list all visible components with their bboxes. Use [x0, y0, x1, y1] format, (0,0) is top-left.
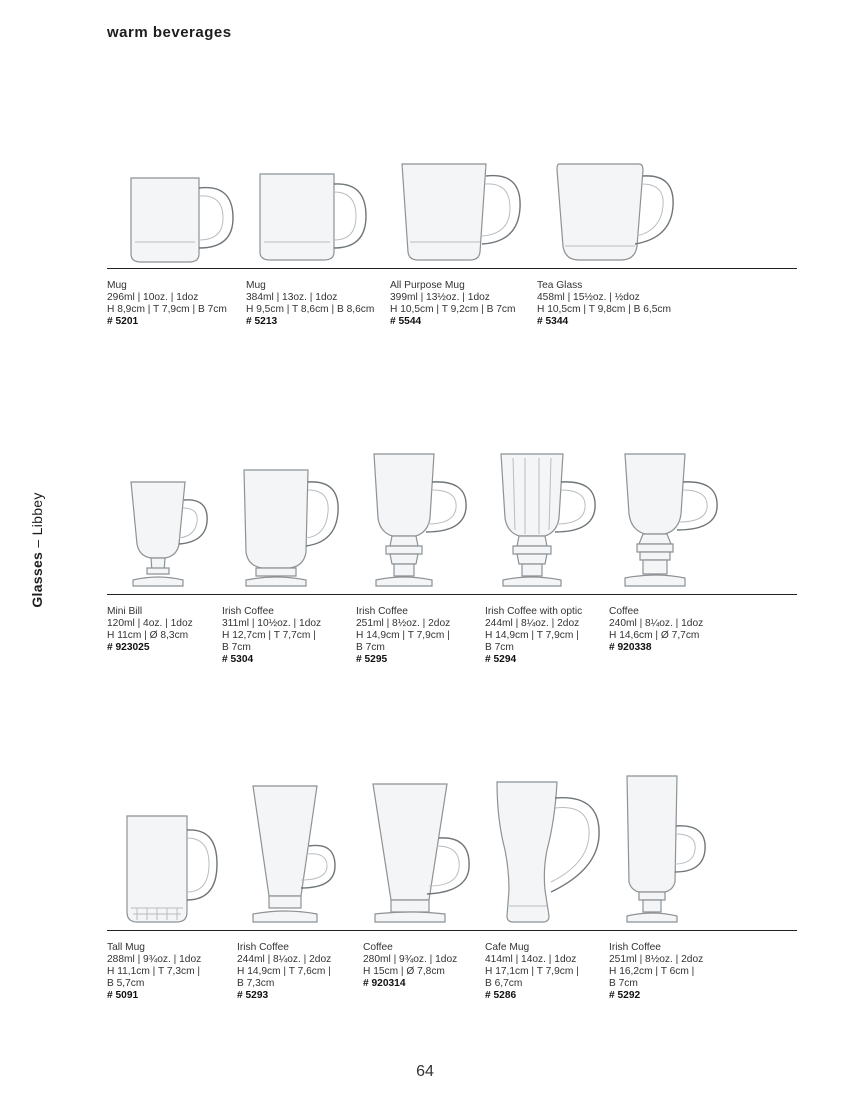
- product-name: Mug: [246, 280, 266, 291]
- product-dimensions: H 11,1cm | T 7,3cm |: [107, 966, 201, 977]
- side-label-strong: Glasses: [29, 551, 45, 608]
- product-name: Irish Coffee with optic: [485, 606, 583, 617]
- product-dimensions: H 14,9cm | T 7,6cm |: [237, 966, 331, 977]
- product-code: # 5091: [107, 990, 139, 1001]
- conical-glass-icon: [251, 784, 351, 926]
- product-code: # 923025: [107, 642, 150, 653]
- product-code: # 5304: [222, 654, 254, 665]
- product-name: Cafe Mug: [485, 942, 530, 953]
- product-name: Irish Coffee: [609, 942, 661, 953]
- footed-mug-icon: [129, 480, 209, 588]
- cafe-mug-icon: [495, 780, 605, 926]
- product-code: # 5213: [246, 316, 278, 327]
- tall-footed-glass-icon: [625, 774, 717, 926]
- product-dimensions-cont: B 7cm: [222, 642, 251, 653]
- product-dimensions: H 9,5cm | T 8,6cm | B 8,6cm: [246, 304, 375, 315]
- product-row-2: [107, 450, 797, 675]
- product-spec: 244ml | 8¼oz. | 2doz: [485, 618, 580, 629]
- product-name: Irish Coffee: [356, 606, 408, 617]
- product-code: # 5201: [107, 316, 139, 327]
- product-dimensions-cont: B 6,7cm: [485, 978, 523, 989]
- product-name: Tea Glass: [537, 280, 583, 291]
- product-dimensions: H 14,9cm | T 7,9cm |: [356, 630, 450, 641]
- product-code: # 920314: [363, 978, 406, 989]
- product-spec: 251ml | 8½oz. | 2doz: [356, 618, 451, 629]
- product-dimensions-cont: B 5,7cm: [107, 978, 145, 989]
- product-dimensions: H 12,7cm | T 7,7cm |: [222, 630, 316, 641]
- product-dimensions-cont: B 7cm: [485, 642, 514, 653]
- product-dimensions-cont: B 7,3cm: [237, 978, 275, 989]
- tea-glass-icon: [555, 162, 679, 262]
- product-code: # 5286: [485, 990, 517, 1001]
- mug-icon: [129, 176, 239, 266]
- irish-coffee-glass-icon: [623, 452, 723, 590]
- product-name: Coffee: [363, 942, 393, 953]
- product-spec: 296ml | 10oz. | 1doz: [107, 292, 199, 303]
- product-code: # 920338: [609, 642, 652, 653]
- product-dimensions-cont: B 7cm: [609, 978, 638, 989]
- product-dimensions-cont: B 7cm: [356, 642, 385, 653]
- product-dimensions: H 14,9cm | T 7,9cm |: [485, 630, 579, 641]
- row-divider: [107, 594, 797, 595]
- product-dimensions: H 11cm | Ø 8,3cm: [107, 630, 189, 641]
- product-dimensions: H 17,1cm | T 7,9cm |: [485, 966, 579, 977]
- product-name: Irish Coffee: [222, 606, 274, 617]
- product-name: Mug: [107, 280, 127, 291]
- tapered-mug-icon: [400, 162, 520, 262]
- product-spec: 384ml | 13oz. | 1doz: [246, 292, 338, 303]
- product-spec: 399ml | 13½oz. | 1doz: [390, 292, 490, 303]
- product-name: Irish Coffee: [237, 942, 289, 953]
- product-spec: 288ml | 9¾oz. | 1doz: [107, 954, 202, 965]
- row-divider: [107, 268, 797, 269]
- footed-mug-icon: [242, 468, 342, 590]
- product-code: # 5344: [537, 316, 569, 327]
- tall-mug-icon: [123, 814, 223, 926]
- product-dimensions: H 8,9cm | T 7,9cm | B 7cm: [107, 304, 227, 315]
- product-spec: 244ml | 8¼oz. | 2doz: [237, 954, 332, 965]
- product-code: # 5292: [609, 990, 641, 1001]
- product-name: All Purpose Mug: [390, 280, 465, 291]
- mug-icon: [258, 172, 370, 262]
- product-dimensions: H 10,5cm | T 9,8cm | B 6,5cm: [537, 304, 672, 315]
- product-spec: 251ml | 8½oz. | 2doz: [609, 954, 704, 965]
- product-row-3: [107, 770, 797, 1020]
- product-dimensions: H 16,2cm | T 6cm |: [609, 966, 695, 977]
- product-code: # 5544: [390, 316, 422, 327]
- irish-coffee-glass-icon: [499, 452, 599, 590]
- product-spec: 458ml | 15½oz. | ½doz: [537, 292, 640, 303]
- product-code: # 5294: [485, 654, 517, 665]
- page-title: warm beverages: [107, 24, 232, 41]
- product-spec: 240ml | 8¼oz. | 1doz: [609, 618, 704, 629]
- product-spec: 414ml | 14oz. | 1doz: [485, 954, 577, 965]
- product-row-1: [107, 150, 797, 335]
- product-dimensions: H 10,5cm | T 9,2cm | B 7cm: [390, 304, 516, 315]
- product-spec: 280ml | 9¾oz. | 1doz: [363, 954, 458, 965]
- product-dimensions: H 14,6cm | Ø 7,7cm: [609, 630, 700, 641]
- conical-glass-icon: [371, 782, 481, 926]
- side-label-rest: – Libbey: [29, 492, 45, 552]
- product-spec: 120ml | 4oz. | 1doz: [107, 618, 193, 629]
- product-spec: 311ml | 10½oz. | 1doz: [222, 618, 322, 629]
- product-dimensions: H 15cm | Ø 7,8cm: [363, 966, 445, 977]
- side-category-label: [29, 492, 45, 607]
- irish-coffee-glass-icon: [372, 452, 472, 590]
- page-number: 64: [416, 1063, 434, 1080]
- product-code: # 5293: [237, 990, 269, 1001]
- product-name: Tall Mug: [107, 942, 145, 953]
- row-divider: [107, 930, 797, 931]
- product-name: Mini Bill: [107, 606, 143, 617]
- product-code: # 5295: [356, 654, 388, 665]
- product-name: Coffee: [609, 606, 639, 617]
